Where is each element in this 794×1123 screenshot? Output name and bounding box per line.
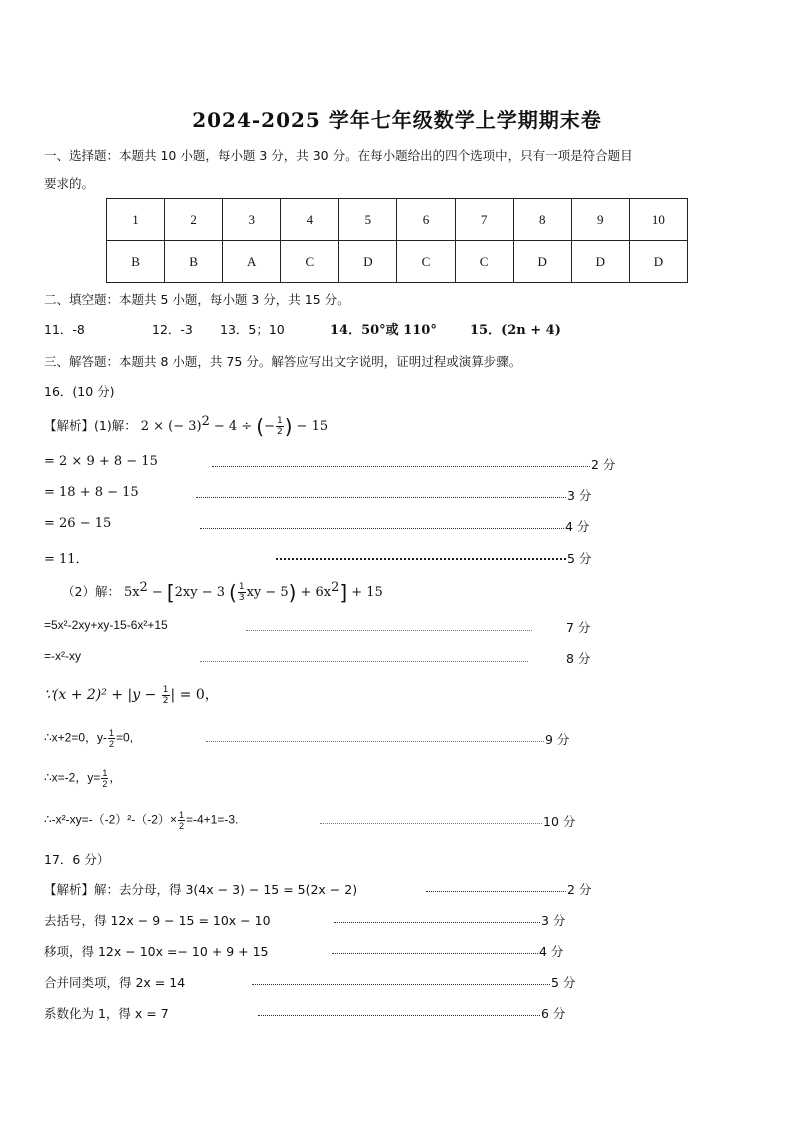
dotted-leader [426,891,566,892]
answer-cell: C [455,241,513,283]
bracket-open: [ [166,580,175,605]
question-number: 2 [165,199,223,241]
q16-part2-expr-e: + 6x [300,585,332,601]
q16-condition [44,684,219,706]
answer-cell: D [571,241,629,283]
q16-part1-expr-b: − 4 ÷ [213,419,257,435]
fill-answer-12: 12．-3 [152,322,193,337]
fraction: $\frac{1}{3}$ [238,582,245,604]
answer-cell: C [397,241,455,283]
page-title: 2024-2025 学年七年级数学上学期期末卷 [192,108,602,132]
q16-solution [44,768,121,789]
score-label: 7 分 [566,620,591,635]
answer-cell: D [629,241,687,283]
score-label: 3 分 [541,913,566,928]
q17-step-4: 合并同类项，得 2x = 14 [44,975,186,990]
fill-answer-15: 15．(2n + 4) [470,323,561,338]
score-label: 5 分 [567,551,592,566]
q17-step-5: 系数化为 1，得 x = 7 [44,1006,169,1021]
question-number: 7 [455,199,513,241]
fill-answer-11: 11．-8 [44,322,85,337]
fraction: $\frac{1}{2}$ [102,768,108,789]
answer-cell: B [107,241,165,283]
score-label: 4 分 [565,519,590,534]
q16-solution-a: ∴x=-2，y= [44,770,101,785]
q16-condition-b: | = 0， [170,687,219,703]
question-number: 4 [281,199,339,241]
q16-step-2: = 18 + 8 − 15 [44,485,139,500]
q16-step-9 [44,728,133,749]
q16-solution-b: ， [109,770,122,785]
dotted-leader [320,823,542,824]
q16-part2-expr-a: 5x [123,585,140,601]
q16-part1-expr-c: − 15 [296,419,329,435]
answer-table [106,198,688,283]
dotted-leader [334,922,540,923]
q16-step-1: = 2 × 9 + 8 − 15 [44,454,158,469]
q16-part1-expr-a: 2 × (− 3) [140,419,202,435]
score-label: 8 分 [566,651,591,666]
answer-cell: D [513,241,571,283]
score-label: 10 分 [543,814,576,829]
q16-step-4: = 11． [44,552,89,567]
answer-table-number-row [107,199,688,241]
dotted-leader [332,953,538,954]
answer-cell: D [339,241,397,283]
q16-final-b: =-4+1=-3. [185,812,239,827]
dotted-leader [246,630,532,631]
fraction: $\frac{1}{2}$ [178,810,184,831]
q16-final [44,810,238,831]
q16-condition-a: ∵(x + 2)² + |y − [44,687,161,703]
q16-step-9-b: =0, [116,730,134,745]
answer-table-answer-row [107,241,688,283]
score-label: 2 分 [567,882,592,897]
q16-part1-expression: 【解析】(1)解： 2 × (− 3)$^2$ − 4 ÷ (− $\frac{1}{2}$ ) − 15 [44,414,329,439]
dotted-leader [252,984,550,985]
q17-header: 17．6 分） [44,852,110,867]
question-number: 5 [339,199,397,241]
q17-step-2: 去括号，得 12x − 9 − 15 = 10x − 10 [44,913,271,928]
section1-heading-cont: 要求的。 [44,176,95,191]
section1-heading: 一、选择题：本题共 10 小题，每小题 3 分，共 30 分。在每小题给出的四个选项中，只有一项是符合题目 [44,148,633,163]
bracket-close: ] [339,580,348,605]
paren-open: ( [256,414,265,439]
question-number: 3 [223,199,281,241]
fraction: $\frac{1}{2}$ [109,728,115,749]
q16-step-7: =5x²-2xy+xy-15-6x²+15 [44,618,168,632]
answer-cell: A [223,241,281,283]
score-label: 5 分 [551,975,576,990]
q17-step-3: 移项，得 12x − 10x =− 10 + 9 + 15 [44,944,269,959]
question-number: 9 [571,199,629,241]
q16-header: 16．(10 分) [44,384,115,399]
q16-part2-prefix: （2）解： [62,584,120,600]
dotted-leader [258,1015,540,1016]
q16-step-3: = 26 − 15 [44,516,112,531]
q17-step-1: 【解析】解：去分母，得 3(4x − 3) − 15 = 5(2x − 2) [44,882,358,897]
section3-heading: 三、解答题：本题共 8 小题，共 75 分。解答应写出文字说明，证明过程或演算步骤。 [44,354,522,369]
paren-close: ) [284,414,293,439]
section2-heading: 二、填空题：本题共 5 小题，每小题 3 分，共 15 分。 [44,292,350,307]
dotted-leader [196,497,566,498]
score-label: 6 分 [541,1006,566,1021]
fraction: $\frac{1}{2}$ [162,685,169,706]
q16-part2-expression: （2）解： $5x^2 - [2xy - 3$ ( $\frac{1}{3}$ xy − $5) + 6x^2] + 15$ [62,580,383,605]
q16-part1-prefix: 【解析】(1)解： [44,418,137,434]
question-number: 10 [629,199,687,241]
q16-part2-expr-b: − [151,585,167,601]
question-number: 6 [397,199,455,241]
score-label: 3 分 [567,488,592,503]
question-number: 8 [513,199,571,241]
question-number: 1 [107,199,165,241]
q16-final-a: ∴-x²-xy=-（-2）²-（-2）× [44,812,177,827]
fill-answer-13: 13．5；10 [220,322,285,337]
dotted-leader [200,528,564,529]
answer-cell: C [281,241,339,283]
q16-part2-expr-f: + 15 [351,585,383,601]
fraction: $\frac{1}{2}$ [277,416,283,438]
q16-part2-expr-c: 2xy − 3 [174,585,226,601]
score-label: 2 分 [591,457,616,472]
dotted-leader [200,661,528,662]
q16-part2-expr-d: xy − 5 [246,585,289,601]
q16-step-9-a: ∴x+2=0，y- [44,730,107,745]
score-label: 4 分 [539,944,564,959]
answer-cell: B [165,241,223,283]
dotted-leader [212,466,590,467]
dotted-leader [276,558,566,560]
dotted-leader [206,741,544,742]
score-label: 9 分 [545,732,570,747]
fill-answer-14: 14．50°或 110° [330,323,437,338]
q16-step-8: =-x²-xy [44,649,81,663]
